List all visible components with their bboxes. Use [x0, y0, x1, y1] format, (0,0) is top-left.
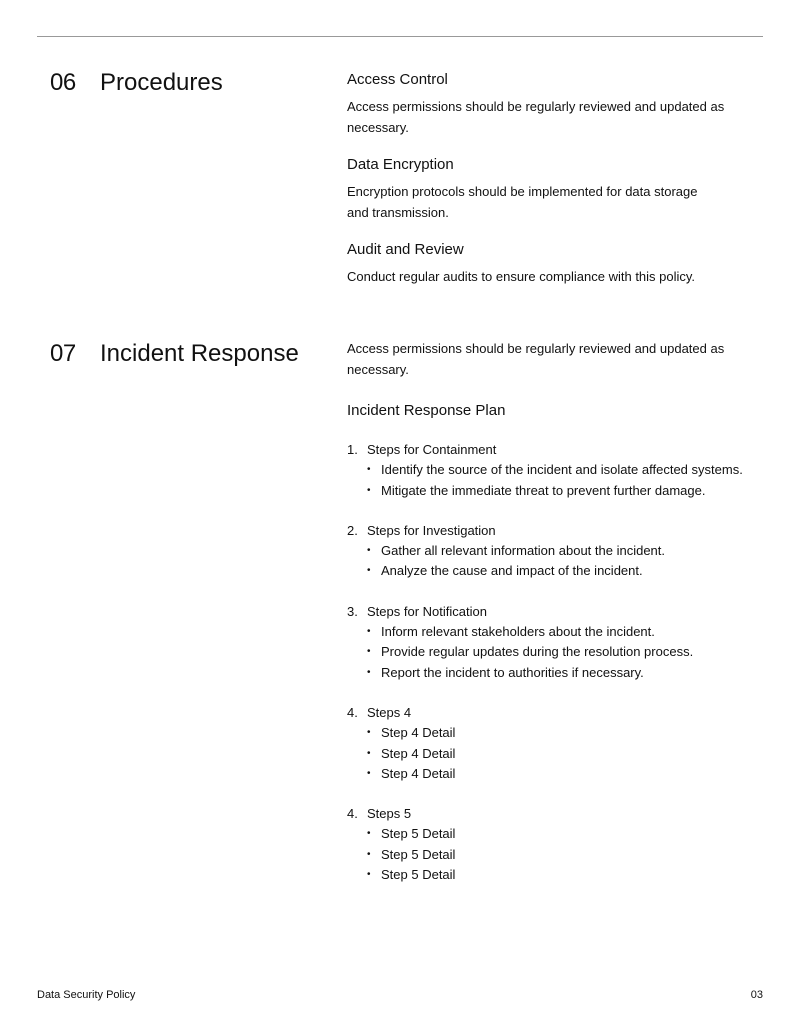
section-06-content [347, 69, 767, 304]
section-number: 06 [50, 69, 76, 96]
bullet-item: • Analyze the cause and impact of the incident. [367, 561, 767, 581]
step-bullets [347, 723, 767, 784]
block-heading: Access Control [347, 71, 448, 88]
step-bullets [347, 622, 767, 683]
step-label: Steps for Notification [367, 603, 487, 619]
block-heading: Data Encryption [347, 156, 454, 173]
step-bullets [347, 541, 767, 582]
footer-title: Data Security Policy [37, 989, 136, 1001]
bullet-item: • Inform relevant stakeholders about the incident. [367, 622, 767, 642]
step-number: 1. [347, 442, 358, 457]
step-label: Steps 5 [367, 806, 412, 822]
block-heading: Audit and Review [347, 241, 464, 258]
block-access-control [347, 69, 767, 138]
block-text: Access permissions should be regularly reviewed and updated as necessary. [347, 99, 725, 135]
step-item [347, 440, 767, 501]
block-text: Encryption protocols should be implemented for data storage and transmission. [347, 184, 698, 220]
step-number: 3. [347, 603, 358, 619]
page-number: 03 [750, 989, 763, 1001]
section-title: Procedures [100, 69, 223, 96]
bullet-item: • Identify the source of the incident and isolate affected systems. [367, 460, 767, 480]
step-number: 2. [347, 522, 358, 538]
bullet-item: • Step 5 Detail [367, 845, 767, 865]
bullet-item: • Mitigate the immediate threat to prevent further damage. [367, 481, 767, 501]
step-label: Steps 4 [367, 704, 412, 720]
bullet-item: • Step 4 Detail [367, 744, 767, 764]
section-07-heading [50, 339, 299, 369]
bullet-item: • Gather all relevant information about the incident. [367, 541, 767, 561]
step-item [347, 521, 767, 582]
step-item [347, 602, 767, 683]
step-bullets [347, 824, 767, 885]
steps-list [347, 440, 767, 885]
plan-heading: Incident Response Plan [347, 402, 506, 419]
bullet-item: • Provide regular updates during the resolution process. [367, 642, 767, 662]
block-audit-review [347, 239, 767, 288]
bullet-item: • Report the incident to authorities if necessary. [367, 663, 767, 683]
block-text: Conduct regular audits to ensure compliance with this policy. [347, 269, 696, 284]
step-item [347, 703, 767, 784]
header-rule [37, 36, 763, 37]
section-intro: Access permissions should be regularly reviewed and updated as necessary. [347, 341, 725, 377]
block-data-encryption [347, 154, 767, 223]
bullet-item: • Step 5 Detail [367, 865, 767, 885]
step-label: Steps for Containment [367, 442, 497, 457]
step-item [347, 804, 767, 885]
bullet-item: • Step 4 Detail [367, 723, 767, 743]
bullet-item: • Step 4 Detail [367, 764, 767, 784]
step-number: 4. [347, 704, 358, 720]
step-label: Steps for Investigation [367, 522, 496, 538]
bullet-item: • Step 5 Detail [367, 824, 767, 844]
step-number: 4. [347, 806, 358, 822]
section-07-content [347, 339, 767, 905]
section-title: Incident Response [100, 340, 299, 367]
section-06-heading [50, 68, 223, 98]
section-number: 07 [50, 340, 76, 367]
step-bullets [347, 460, 767, 501]
